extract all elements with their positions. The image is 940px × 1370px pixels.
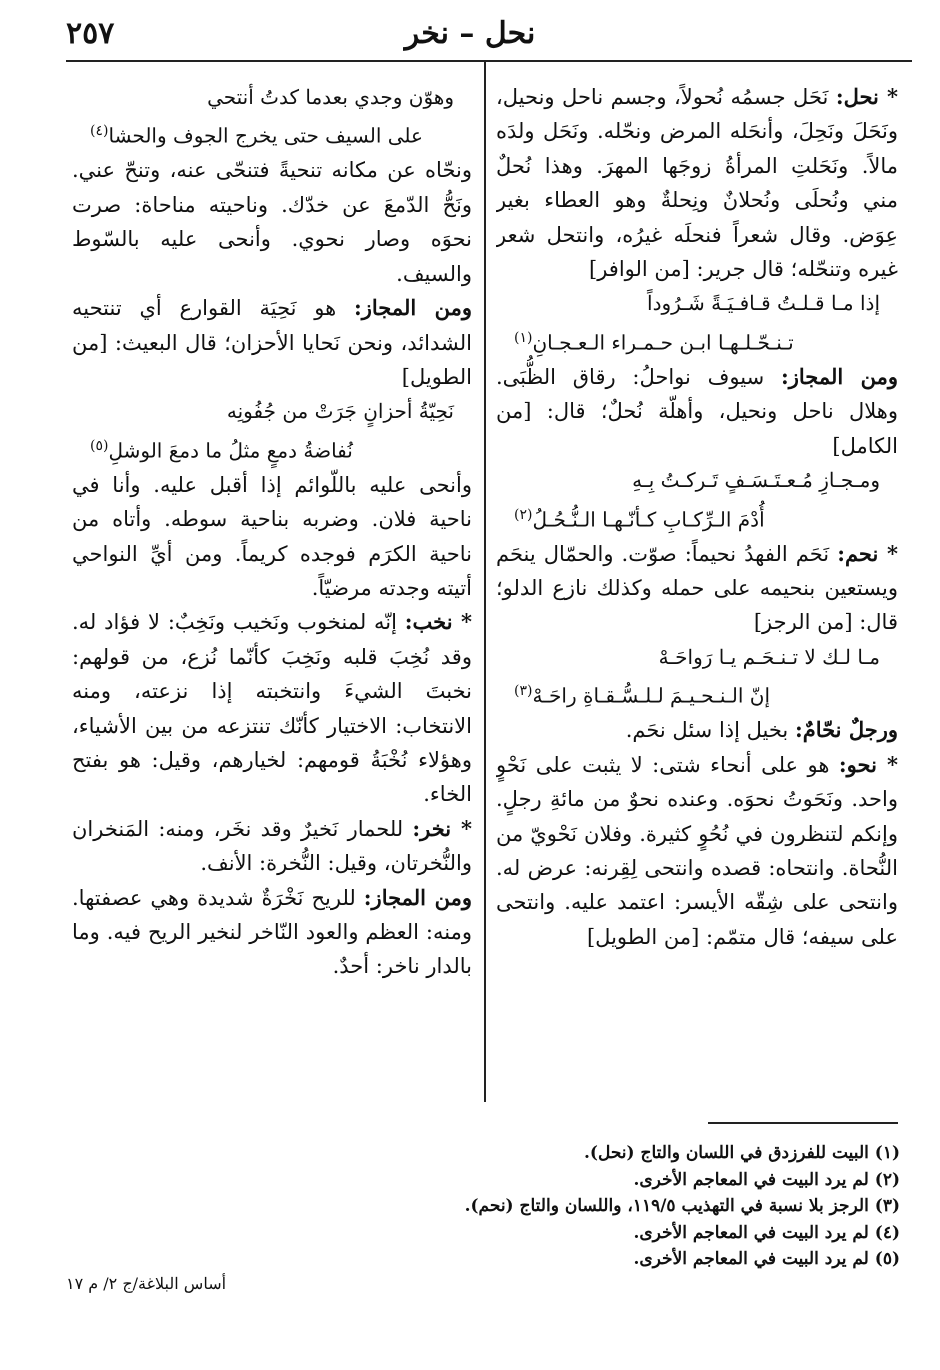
entry-text: هو على أنحاء شتى: لا يثبت على نَحْوٍ واحد. ونَحَوتُ نحوَه. وعنده نحوٌ من مائةِ رجلٍ. وإنكم لتنظرون في نُحُوٍ كثيرة. وفلان نَحْويّ من النُّحاة. وانتحاه: قصده وانتحى لِقِرنه: عرض له. وانتحى على شِقّه الأيسر: اعتمد عليه. وانتحى على سيفه؛ قال متمّم: [من الطويل] [496,752,898,949]
entry-head: * نحم: [837,540,898,566]
entry-paragraph [72,468,472,606]
entry-head: ومن المجاز: [780,363,898,389]
footnote-item: (٥) لم يرد البيت في المعاجم الأخرى. [633,1249,900,1269]
entry-text: للريح نَخْرَةٌ شديدة وهي عصفتها. ومنه: العظم والعود النّاخر لنخير الريح فيه. وما بالدار ناخر: أحدٌ. [72,885,472,979]
entry-text: نَحَل جسمُه نُحولاً، وجسم ناحل ونحيل، ونَحَلَ ونَحِلَ، وأنحَله المرض ونحّله. ونَحَل ولدَه مالاً. ونَحَلتِ المرأةُ زوجَها المهرَ. وهذا نُحلٌ مني ونُحلَى ونُحلانٌ ونِحلةٌ وهو العطاء بغير عِوَض. وقال شعراً فنحلَه غيرُه، وانتحل شعر غيره وتنحّله؛ قال جرير: [من الوافر] [496,85,898,282]
entry-head: ورجلٌ نحّامٌ: [794,717,898,743]
entry-text: وأنحى عليه باللّوائم إذا أقبل عليه. وأنا في ناحية فلان. وضربه بناحية سوطه. وأتاه من ناحية الكرَم فوجده كريماً. ومن أيِّ النواحي أتيته وجدته مرضيّاً. [72,472,472,600]
verse-text: إنّ الـنـحـيـمَ لـلـسُّـقـاةِ راحَـهْ [532,683,771,708]
footnote-rule [708,1122,898,1124]
entry-text: هو نَحِيَة القوارع أي تنتحيه الشدائد، ونحن نَحايا الأحزان؛ قال البعيث: [من الطويل] [72,296,472,389]
header-rule [66,60,912,62]
entry-head: * نحو: [838,751,898,777]
entry-head: * نخر: [412,815,472,841]
verse-line [72,429,472,468]
footnotes [300,1140,900,1273]
page-signature: أساس البلاغة/ج ٢/ م ١٧ [66,1274,227,1293]
footnote-item: (٣) الرجز بلا نسبة في التهذيب ١١٩/٥، واللسان والتاج (نحم). [464,1196,900,1216]
footnote-marker: (٢) [514,506,533,523]
verse-line [496,463,898,497]
page-number: ٢٥٧ [66,16,115,51]
entry-text: بخيل إذا سئل نحَم. [625,718,795,743]
footnote-marker: (٤) [90,123,109,140]
entry-text: للحمار نَخيرٌ وقد نخَر، ومنه: المَنخران والنُّخرتان، وقيل: النُّخرة: الأنف. [72,816,472,876]
verse-line [72,114,472,153]
entry-text: ونحّاه عن مكانه تنحيةً فتنحّى عنه، وتنحّ عني. ونَحُّ الدّمعَ عن خدّك. وناحيته مناحاة: صرت نحوَه وصار نحوي. وأنحى عليه بالسّوط والسيف. [72,158,472,286]
verse-line [72,80,472,114]
entry-head: ومن المجاز: [363,884,472,910]
verse-text: على السيف حتى يخرج الجوف والحشا [108,124,423,149]
entry-paragraph [496,360,898,463]
verse-text: وهوّن وجدي بعدما كدتُ أنتحي [207,85,454,109]
entry-paragraph [72,881,472,984]
verse-text: أُدْمَ الـرِّكـابِ كـأنّـهـا الـنُّـحُـلُ [532,507,765,532]
right-column [496,80,898,1090]
footnote-marker: (٣) [514,683,533,700]
footnote-marker: (١) [514,329,533,346]
entry-text: سيوف نواحلُ: رقاق الظُّبَى. وهلال ناحل ونحيل، وأهلّة نُحلٌ؛ قال: [من الكامل] [496,364,898,458]
entry-paragraph [496,713,898,747]
verse-line [72,394,472,428]
entry-head: * نخب: [404,609,472,635]
verse-line [496,321,898,360]
entry-paragraph [72,291,472,394]
entry-paragraph [72,812,472,881]
entry-paragraph [496,748,898,954]
verse-text: ومـجـازِ مُـعـتَـسَـفٍ تَـركـتُ بِـهِ [632,468,880,493]
entry-text: إنّه لمنخوب ونَخيب ونَخِبٌ: لا فؤاد له. وقد نُخِبَ قلبه ونَخِبَ كأنّما نُزع، من قولهم: نخبتَ الشيءَ وانتخبته إذا نزعته، ومنه الانتخاب: الاختيار كأنّك تنتزعه من بين الأشياء، وهؤلاء نُخْبَةُ قومهم: لخيارهم، وقيل: هو بفتح الخاء. [72,610,472,807]
entry-text: نَحَم الفهدُ نحيماً: صوّت. والحمّال ينحَم ويستعين بنحيمه على حمله وكذلك نازع الدلو؛ قال: [من الرجز] [496,541,898,635]
verse-text: تـنـحّـلـهـا ابـن حـمـراء الـعـجـانِ [532,330,794,355]
footnote-marker: (٥) [90,437,109,454]
entry-paragraph [496,537,898,640]
verse-line [496,286,898,320]
footnote-item: (٢) لم يرد البيت في المعاجم الأخرى. [633,1169,900,1190]
footnote-item: (٤) لم يرد البيت في المعاجم الأخرى. [633,1222,900,1243]
verse-text: مـا لـك لا تـنـحَـم يـا رَواحَـهْ [658,644,880,669]
column-divider [484,62,486,1102]
entry-head: ومن المجاز: [353,295,472,321]
verse-line [496,498,898,537]
page-title: نحل – نخر [404,16,536,51]
entry-head: * نحل: [835,84,898,109]
entry-paragraph [496,80,898,286]
verse-text: إذا مـا قـلـتُ قـافـيَـةً شَـرُوداً [647,291,880,316]
verse-text: نُفاضةُ دمعٍ مثلُ ما دمعَ الوشلِ [108,438,353,463]
verse-text: نَحِيّةُ أحزانٍ جَرَتْ من جُفُونِه [226,399,454,424]
left-column [72,80,472,1090]
entry-paragraph [72,153,472,291]
footnote-item: (١) البيت للفرزدق في اللسان والتاج (نحل). [584,1143,900,1163]
verse-line [496,674,898,713]
entry-paragraph [72,605,472,811]
verse-line [496,640,898,674]
